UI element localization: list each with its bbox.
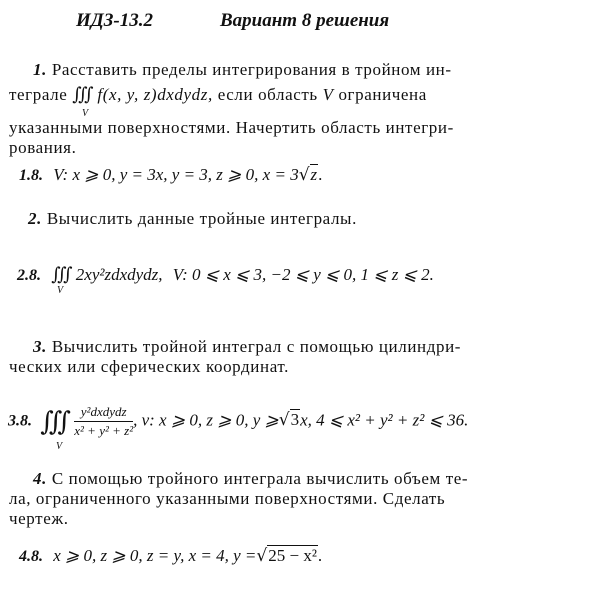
problem-1-8-text: V: x ⩾ 0, y = 3x, y = 3, z ⩾ 0, x = 3 bbox=[53, 165, 299, 184]
sqrt-z: √z bbox=[298, 165, 318, 185]
task2-number: 2. bbox=[28, 209, 42, 228]
fraction-denominator: x² + y² + z² bbox=[74, 423, 134, 438]
task3-line1 bbox=[33, 337, 461, 357]
problem-4-8-end: . bbox=[317, 546, 323, 565]
task1-line1 bbox=[33, 60, 452, 80]
sqrt-25-arg: 25 − x² bbox=[268, 546, 317, 565]
problem-4-8-label: 4.8. bbox=[19, 548, 43, 565]
task1-text-line2b: если область bbox=[217, 85, 318, 104]
task1-number: 1. bbox=[33, 60, 47, 79]
triple-integral-symbol-3: ∭ bbox=[40, 406, 62, 437]
task4-text-line1: С помощью тройного интеграла вычислить объем те- bbox=[51, 469, 469, 488]
triple-integral-symbol-2: ∭ bbox=[51, 264, 66, 285]
problem-1-8-end: . bbox=[318, 165, 323, 184]
problem-1-8-label: 1.8. bbox=[19, 167, 43, 184]
task3-text-line1: Вычислить тройной интеграл с помощью цилиндри- bbox=[51, 337, 462, 356]
task1-line2 bbox=[9, 84, 427, 105]
problem-2-8-label: 2.8. bbox=[17, 267, 41, 284]
problem-3-8-subscript: V bbox=[56, 441, 63, 452]
task4-line1 bbox=[33, 469, 468, 489]
problem-2-8 bbox=[17, 264, 434, 285]
task1-text-line2a: теграле bbox=[9, 85, 68, 104]
problem-2-8-region: V: 0 ⩽ x ⩽ 3, −2 ⩽ y ⩽ 0, 1 ⩽ z ⩽ 2. bbox=[172, 265, 434, 284]
task3-number: 3. bbox=[33, 337, 47, 356]
task3-line2: ческих или сферических координат. bbox=[9, 357, 290, 376]
task1-line3: указанными поверхностями. Начертить область интегри- bbox=[9, 118, 454, 137]
task1-line4: рования. bbox=[9, 138, 77, 157]
task1-integral-subscript: V bbox=[82, 108, 89, 119]
problem-3-8-fraction bbox=[74, 404, 133, 439]
task2-line bbox=[28, 209, 357, 229]
task4-line3: чертеж. bbox=[9, 509, 69, 528]
problem-3-8 bbox=[8, 404, 468, 439]
task1-text-line1: Расставить пределы интегрирования в тройном ин- bbox=[51, 60, 452, 79]
task4-number: 4. bbox=[33, 469, 47, 488]
sqrt-3-arg: 3 bbox=[290, 410, 300, 430]
problem-3-8-cond-b: x, 4 ⩽ x² + y² + z² ⩽ 36. bbox=[300, 410, 469, 430]
sqrt-z-arg: z bbox=[310, 165, 318, 184]
task2-text: Вычислить данные тройные интегралы. bbox=[46, 209, 357, 228]
task1-integrand: f(x, y, z)dxdydz, bbox=[97, 85, 213, 104]
problem-2-8-subscript: V bbox=[57, 285, 64, 296]
problem-3-8-label: 3.8. bbox=[8, 412, 32, 430]
variant-title: Вариант 8 решения bbox=[220, 10, 390, 31]
problem-4-8 bbox=[19, 545, 322, 566]
fraction-numerator: y²dxdydz bbox=[74, 404, 133, 422]
task1-region-var: V bbox=[322, 85, 334, 104]
problem-2-8-integrand: 2xy²zdxdydz, bbox=[75, 265, 163, 284]
problem-1-8 bbox=[19, 164, 322, 185]
task1-text-line2c: ограничена bbox=[338, 85, 427, 104]
problem-3-8-cond-a: , v: x ⩾ 0, z ⩾ 0, y ⩾ bbox=[133, 410, 279, 430]
idz-title: ИДЗ-13.2 bbox=[76, 10, 154, 31]
problem-4-8-text: x ⩾ 0, z ⩾ 0, z = y, x = 4, y = bbox=[53, 546, 257, 565]
sqrt-25-minus-x2: √25 − x² bbox=[256, 546, 317, 566]
task4-line2: ла, ограниченного указанными поверхностями. Сделать bbox=[9, 489, 446, 508]
sqrt-3: √3 bbox=[278, 410, 300, 431]
triple-integral-symbol: ∭ bbox=[72, 84, 87, 105]
